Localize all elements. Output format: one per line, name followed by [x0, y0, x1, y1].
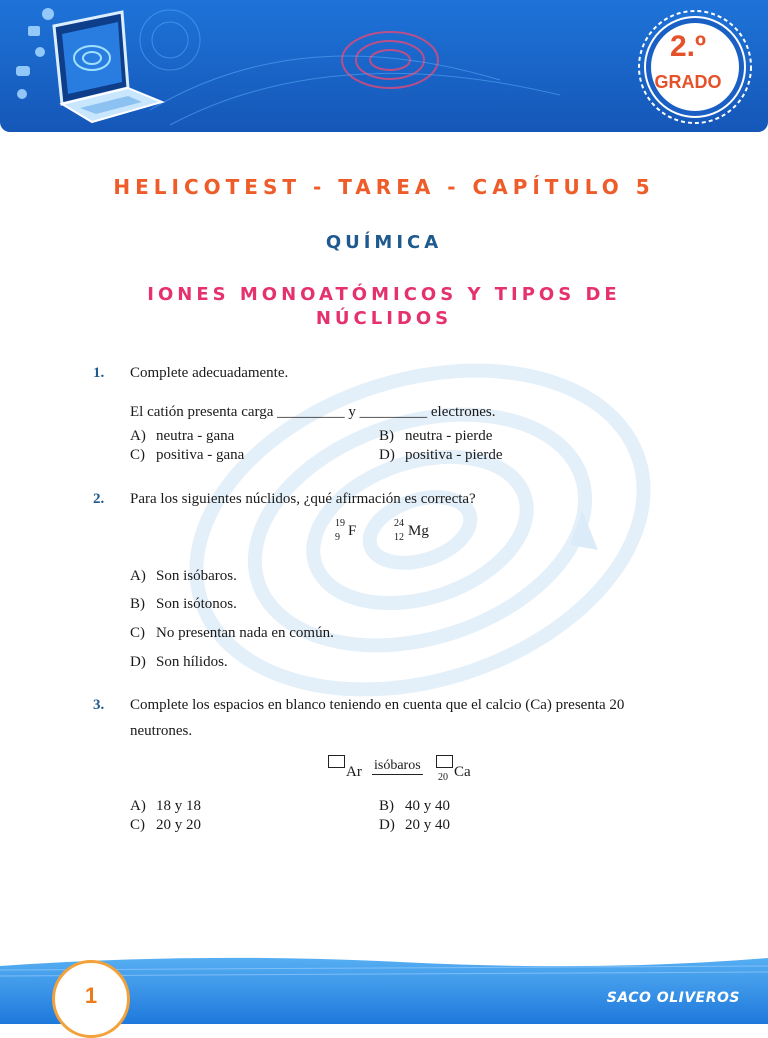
option-letter: A)	[130, 798, 146, 814]
topic-title: IONES MONOATÓMICOS Y TIPOS DE NÚCLIDOS	[147, 284, 621, 329]
mass-number: 24	[394, 518, 404, 529]
header-banner	[0, 0, 768, 132]
option-text: Son isótonos.	[156, 596, 237, 612]
question-number: 3.	[93, 697, 105, 713]
mass-blank-box[interactable]	[328, 755, 345, 768]
option-letter: C)	[130, 817, 145, 833]
brand-name: SACO OLIVEROS	[606, 990, 740, 1006]
option-c[interactable]	[130, 815, 201, 835]
subject-title: QUÍMICA	[325, 232, 443, 253]
option-text: Son hílidos.	[156, 654, 228, 670]
page-title: HELICOTEST - TAREA - CAPÍTULO 5	[113, 175, 655, 199]
question-2	[93, 489, 693, 509]
option-b[interactable]	[379, 796, 450, 816]
option-c[interactable]	[130, 623, 334, 643]
isobar-label: isóbaros	[374, 758, 421, 773]
option-letter: B)	[130, 596, 145, 612]
option-b[interactable]	[130, 594, 237, 614]
question-1	[93, 363, 693, 383]
isobar-relation	[328, 752, 478, 784]
option-b[interactable]	[379, 426, 492, 446]
option-text: 20 y 40	[405, 817, 450, 833]
element-symbol-ca: Ca	[454, 764, 471, 780]
option-text: positiva - gana	[156, 447, 245, 463]
mass-blank-box[interactable]	[436, 755, 453, 768]
page-number: 1	[84, 983, 98, 1008]
option-d[interactable]	[379, 815, 450, 835]
nuclide-magnesium	[394, 518, 444, 544]
option-text: neutra - pierde	[405, 428, 493, 444]
option-c[interactable]	[130, 445, 244, 465]
option-letter: C)	[130, 625, 145, 641]
atomic-number: 12	[394, 532, 404, 543]
laptop-icon	[10, 4, 170, 128]
option-letter: A)	[130, 568, 146, 584]
atomic-number: 9	[335, 532, 340, 543]
option-text: 20 y 20	[156, 817, 201, 833]
option-text: positiva - pierde	[405, 447, 503, 463]
question-prompt: Complete los espacios en blanco teniendo en cuenta que el calcio (Ca) presenta 20 neutrones.	[130, 697, 625, 739]
option-text: 18 y 18	[156, 798, 201, 814]
option-letter: D)	[130, 654, 146, 670]
mass-number: 19	[335, 518, 345, 529]
option-letter: D)	[379, 447, 395, 463]
atomic-number: 20	[438, 772, 448, 783]
option-letter: D)	[379, 817, 395, 833]
option-text: Son isóbaros.	[156, 568, 237, 584]
option-a[interactable]	[130, 796, 201, 816]
question-number: 2.	[93, 491, 105, 507]
option-letter: C)	[130, 447, 145, 463]
nuclide-fluorine	[334, 518, 374, 544]
element-symbol: F	[348, 523, 357, 539]
option-d[interactable]	[379, 445, 502, 465]
option-text: 40 y 40	[405, 798, 450, 814]
option-text: neutra - gana	[156, 428, 235, 444]
element-symbol: Mg	[408, 523, 429, 539]
element-symbol-ar: Ar	[346, 764, 362, 780]
question-prompt: Complete adecuadamente.	[130, 365, 289, 381]
grade-label: GRADO	[654, 72, 722, 92]
question-statement: El catión presenta carga _________ y _________ electrones.	[130, 404, 496, 420]
option-letter: A)	[130, 428, 146, 444]
option-a[interactable]	[130, 566, 237, 586]
question-3	[93, 695, 693, 743]
option-letter: B)	[379, 428, 394, 444]
grade-badge	[636, 8, 754, 126]
question-prompt: Para los siguientes núclidos, ¿qué afirmación es correcta?	[130, 491, 476, 507]
question-number: 1.	[93, 365, 105, 381]
option-d[interactable]	[130, 652, 228, 672]
grade-number: 2.º	[670, 30, 706, 63]
option-letter: B)	[379, 798, 394, 814]
option-a[interactable]	[130, 426, 234, 446]
option-text: No presentan nada en común.	[156, 625, 334, 641]
